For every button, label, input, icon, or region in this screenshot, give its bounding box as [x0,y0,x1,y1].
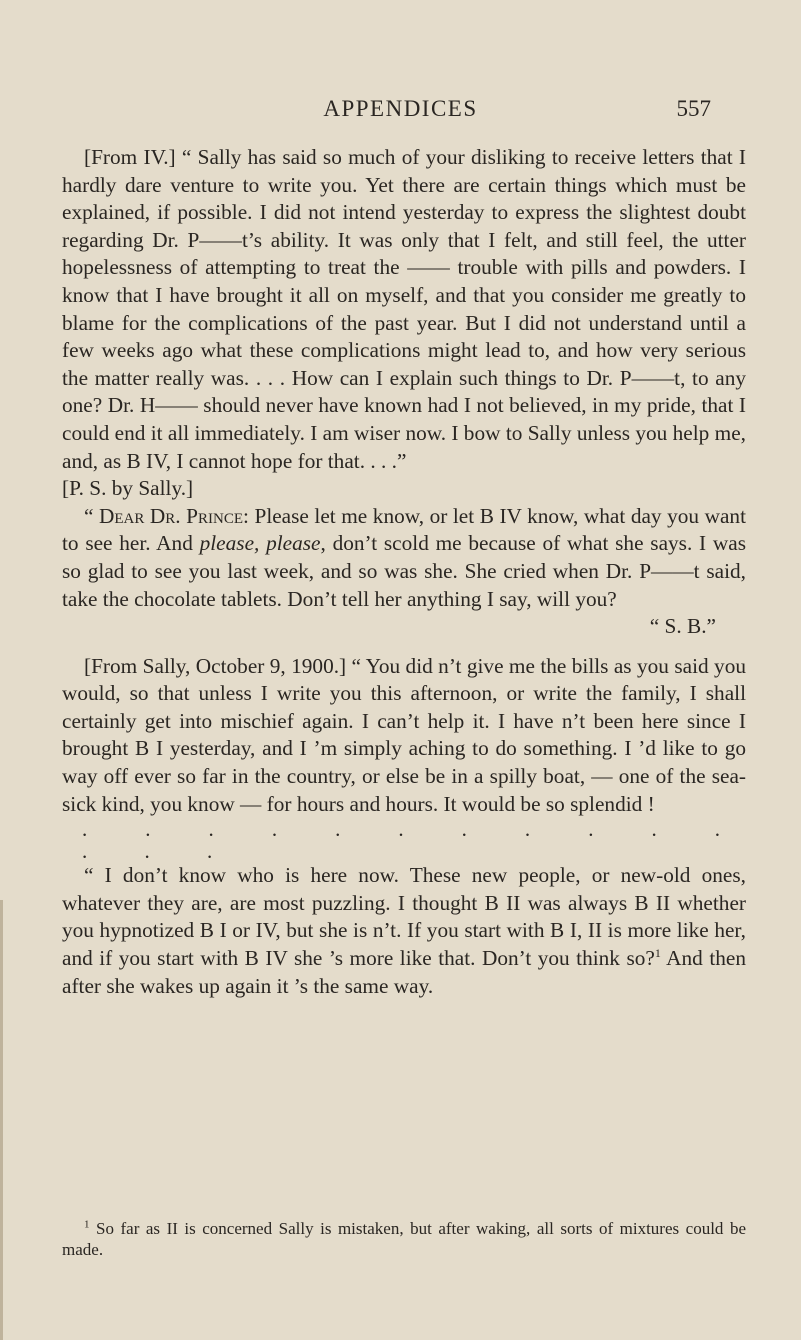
signoff-sb: “ S. B.” [649,614,716,639]
running-title: APPENDICES [323,96,478,121]
salutation-text: : Please let me know, or let B IV know, what day you want to see her. And [62,503,746,556]
salutation: Dear Dr. Prince [99,503,244,528]
binding-edge [0,900,3,1340]
ellipsis-separator: . . . . . . . . . . . . . . [82,817,746,864]
footnote-marker: 1 [84,1218,90,1231]
paragraph-from-iv: [From IV.] “ Sally has said so much of your disliking to receive letters that I hardly dare venture to write you. Yet there are certain things which must be explained, if possible. I did not intend yesterday to express the slightest doubt regarding Dr. P——t’s ability. It was only that I felt, and still feel, the utter hopelessness of attempting to treat the —— trouble with pills and powders. I know that I have brought it all on myself, and that you consider me greatly to blame for the complications of the past year. But I did not understand until a few weeks ago what these complications might lead to, and how very serious the matter really was. . . . How can I explain such things to Dr. P——t, to any one? Dr. H—— should never have known had I not believed, in my pride, that I could end it all immediately. I am wiser now. I bow to Sally unless you help me, and, as B IV, I cannot hope for that. . . .” [62,145,746,473]
new-people-text: “ I don’t know who is here now. These new people, or new-old ones, whatever they are, are most puzzling. I thought B II was always B II whether you hypnotized B I or IV, but she is n’t. If you start with B I, II is more like her, and if you start with B IV she ’s more like that. Don’t you think so? [62,863,746,971]
footnote-reference: 1 [654,945,661,960]
postscript-label: [P. S. by Sally.] [62,476,194,501]
new-people-rest: And then after she wakes up again it ’s the same way. [62,946,746,998]
running-head [0,96,801,126]
paragraph-october-letter: [From Sally, October 9, 1900.] “ You did n’t give me the bills as you said you would, so that unless I write you this afternoon, or write the family, I shall certainly get into mischief again. I can’t help it. I have n’t been here since I brought B I yesterday, and I ’m simply aching to do something. I ’d like to go way off ever so far in the country, or else be in a spilly boat, — one of the sea-sick kind, you know — for hours and hours. It would be so splendid ! [62,653,746,816]
body-text [62,144,746,1000]
emphasis-please: please, please [199,531,321,556]
paragraph-new-people [62,862,746,1000]
footnote [62,1218,746,1260]
footnote-text: So far as II is concerned Sally is mistaken, but after waking, all sorts of mixtures could be made. [62,1219,746,1259]
page-number: 557 [676,96,711,121]
sally-letter-rest: , don’t scold me because of what she says. I was so glad to see you last week, and so was she. She cried when Dr. P——t said, take the chocolate tablets. Don’t tell her anything I say, will you? [62,531,746,611]
paragraph-sally-letter: “ Dear Dr. Prince: Please let me know, or let B IV know, what day you want to see her. And please, please, don’t scold me because of what she says. I was so glad to see you last week, and so was she. She cried when Dr. P——t said, take the chocolate tablets. Don’t tell her anything I say, will you? [62,503,746,611]
